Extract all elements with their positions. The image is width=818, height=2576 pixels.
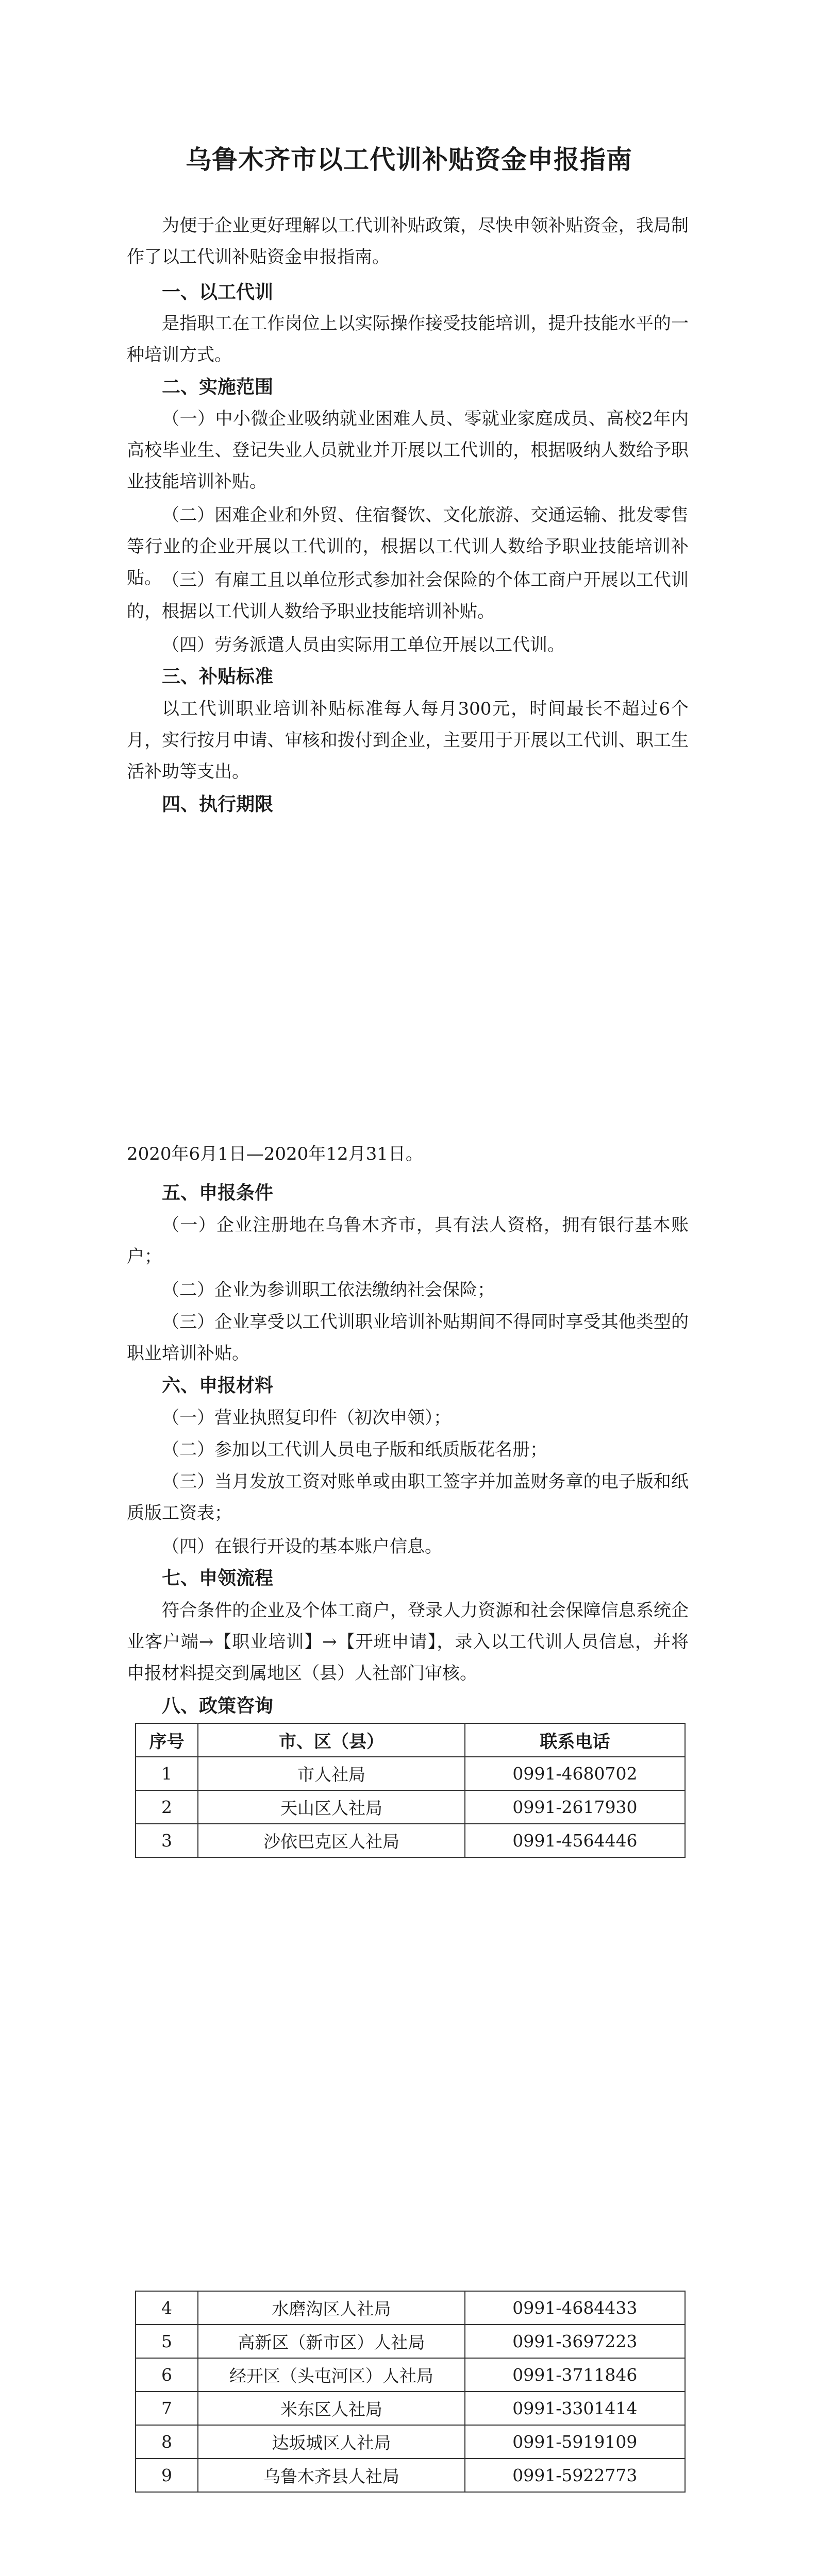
s6-paragraph-3: （三）当月发放工资对账单或由职工签字并加盖财务章的电子版和纸质版工资表； bbox=[127, 1471, 689, 1523]
s2-paragraph-2: （二）困难企业和外贸、住宿餐饮、文化旅游、交通运输、批发零售等行业的企业开展以工代训的，根据以工代训人数给予职业技能培训补贴。 bbox=[127, 505, 689, 588]
heading-s1: 一、以工代训 bbox=[162, 282, 274, 303]
s6-paragraph-2: （二）参加以工代训人员电子版和纸质版花名册； bbox=[162, 1439, 547, 1460]
heading-s3: 三、补贴标准 bbox=[162, 666, 274, 687]
table-header: 联系电话 bbox=[465, 1723, 685, 1757]
table-row bbox=[136, 1790, 685, 1824]
table-cell: 8 bbox=[136, 2425, 198, 2459]
table-cell: 市人社局 bbox=[198, 1757, 465, 1790]
s2-paragraph-3: （三）有雇工且以单位形式参加社会保险的个体工商户开展以工代训的，根据以工代训人数给予职业技能培训补贴。 bbox=[127, 570, 689, 622]
table-row bbox=[136, 2392, 685, 2425]
table-cell: 天山区人社局 bbox=[198, 1790, 465, 1824]
contact-table-part-1 bbox=[135, 1723, 686, 1858]
table-cell: 0991-4564446 bbox=[465, 1824, 685, 1857]
heading-s4: 四、执行期限 bbox=[162, 794, 274, 815]
table-row bbox=[136, 2425, 685, 2459]
table-cell: 0991-3301414 bbox=[465, 2392, 685, 2425]
table-cell: 水磨沟区人社局 bbox=[198, 2291, 465, 2325]
s4-paragraph: 2020年6月1日—2020年12月31日。 bbox=[127, 1144, 423, 1164]
table-cell: 0991-5919109 bbox=[465, 2425, 685, 2459]
table-row bbox=[136, 2459, 685, 2492]
table-cell: 5 bbox=[136, 2325, 198, 2358]
table-cell: 乌鲁木齐县人社局 bbox=[198, 2459, 465, 2492]
s2-paragraph-1: （一）中小微企业吸纳就业困难人员、零就业家庭成员、高校2年内高校毕业生、登记失业人员就业并开展以工代训的，根据吸纳人数给予职业技能培训补贴。 bbox=[127, 409, 689, 492]
heading-s7: 七、申领流程 bbox=[162, 1568, 274, 1589]
s6-paragraph-4: （四）在银行开设的基本账户信息。 bbox=[162, 1536, 442, 1557]
heading-s6: 六、申报材料 bbox=[162, 1375, 274, 1396]
table-cell: 9 bbox=[136, 2459, 198, 2492]
table-header: 市、区（县） bbox=[198, 1723, 465, 1757]
table-cell: 经开区（头屯河区）人社局 bbox=[198, 2358, 465, 2392]
table-cell: 7 bbox=[136, 2392, 198, 2425]
s5-paragraph-2: （二）企业为参训职工依法缴纳社会保险； bbox=[162, 1280, 495, 1300]
heading-s8: 八、政策咨询 bbox=[162, 1696, 274, 1717]
table-header-row bbox=[136, 1723, 685, 1757]
s2-paragraph-4: （四）劳务派遣人员由实际用工单位开展以工代训。 bbox=[162, 635, 565, 655]
table-row bbox=[136, 2325, 685, 2358]
table-cell: 4 bbox=[136, 2291, 198, 2325]
table-cell: 0991-3697223 bbox=[465, 2325, 685, 2358]
table-cell: 2 bbox=[136, 1790, 198, 1824]
s5-paragraph-3: （三）企业享受以工代训职业培训补贴期间不得同时享受其他类型的职业培训补贴。 bbox=[127, 1312, 689, 1364]
heading-s2: 二、实施范围 bbox=[162, 377, 274, 398]
table-cell: 达坂城区人社局 bbox=[198, 2425, 465, 2459]
contact-table-part-2 bbox=[135, 2291, 686, 2493]
table-cell: 0991-5922773 bbox=[465, 2459, 685, 2492]
table-cell: 高新区（新市区）人社局 bbox=[198, 2325, 465, 2358]
table-cell: 0991-4680702 bbox=[465, 1757, 685, 1790]
table-header: 序号 bbox=[136, 1723, 198, 1757]
table-cell: 6 bbox=[136, 2358, 198, 2392]
table-cell: 1 bbox=[136, 1757, 198, 1790]
s1-paragraph: 是指职工在工作岗位上以实际操作接受技能培训，提升技能水平的一种培训方式。 bbox=[127, 313, 689, 365]
table-cell: 米东区人社局 bbox=[198, 2392, 465, 2425]
intro-paragraph: 为便于企业更好理解以工代训补贴政策，尽快申领补贴资金，我局制作了以工代训补贴资金申报指南。 bbox=[127, 215, 689, 267]
table-cell: 3 bbox=[136, 1824, 198, 1857]
table-row bbox=[136, 2291, 685, 2325]
table-cell: 0991-4684433 bbox=[465, 2291, 685, 2325]
heading-s5: 五、申报条件 bbox=[162, 1182, 274, 1204]
table-row bbox=[136, 1757, 685, 1790]
s5-paragraph-1: （一）企业注册地在乌鲁木齐市，具有法人资格，拥有银行基本账户； bbox=[127, 1215, 689, 1267]
table-cell: 0991-3711846 bbox=[465, 2358, 685, 2392]
table-cell: 沙依巴克区人社局 bbox=[198, 1824, 465, 1857]
s7-paragraph: 符合条件的企业及个体工商户，登录人力资源和社会保障信息系统企业客户端→【职业培训】→【开班申请】，录入以工代训人员信息，并将申报材料提交到属地区（县）人社部门审核。 bbox=[127, 1600, 689, 1684]
table-row bbox=[136, 2358, 685, 2392]
s6-paragraph-1: （一）营业执照复印件（初次申领）； bbox=[162, 1408, 451, 1428]
table-cell: 0991-2617930 bbox=[465, 1790, 685, 1824]
table-row bbox=[136, 1824, 685, 1857]
s3-paragraph: 以工代训职业培训补贴标准每人每月300元，时间最长不超过6个月，实行按月申请、审核和拨付到企业，主要用于开展以工代训、职工生活补助等支出。 bbox=[127, 699, 689, 782]
document-title: 乌鲁木齐市以工代训补贴资金申报指南 bbox=[186, 145, 632, 175]
